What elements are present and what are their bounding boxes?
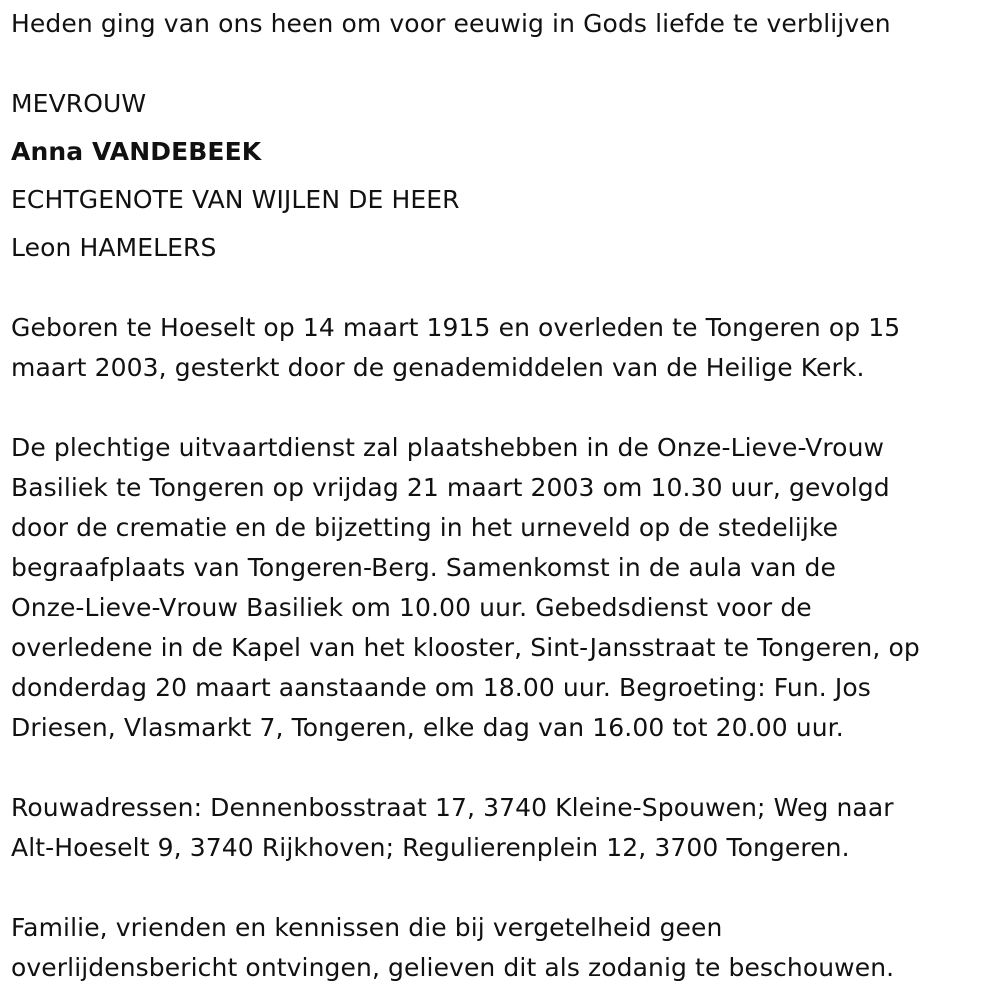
spouse-name: Leon HAMELERS xyxy=(11,233,217,262)
address-line: Alt-Hoeselt 9, 3740 Rijkhoven; Regulierenplein 12, 3700 Tongeren. xyxy=(11,833,850,862)
closing-line: overlijdensbericht ontvingen, gelieven dit als zodanig te beschouwen. xyxy=(11,953,895,982)
birth-death-line-2: maart 2003, gesterkt door de genademiddelen van de Heilige Kerk. xyxy=(11,353,865,382)
spacer xyxy=(11,748,990,788)
spacer xyxy=(11,388,990,428)
spacer xyxy=(11,268,990,308)
closing-line: Familie, vrienden en kennissen die bij vergetelheid geen xyxy=(11,913,723,942)
service-line: donderdag 20 maart aanstaande om 18.00 uur. Begroeting: Fun. Jos xyxy=(11,673,871,702)
spacer xyxy=(11,44,990,84)
spacer xyxy=(11,220,990,228)
service-line: De plechtige uitvaartdienst zal plaatshebben in de Onze-Lieve-Vrouw xyxy=(11,433,885,462)
spacer xyxy=(11,868,990,908)
service-line: begraafplaats van Tongeren-Berg. Samenkomst in de aula van de xyxy=(11,553,836,582)
service-line: Onze-Lieve-Vrouw Basiliek om 10.00 uur. Gebedsdienst voor de xyxy=(11,593,812,622)
relation-text: ECHTGENOTE VAN WIJLEN DE HEER xyxy=(11,185,460,214)
service-line: Basiliek te Tongeren op vrijdag 21 maart 2003 om 10.30 uur, gevolgd xyxy=(11,473,890,502)
deceased-name: Anna VANDEBEEK xyxy=(11,137,262,166)
service-line: overledene in de Kapel van het klooster, Sint-Jansstraat te Tongeren, op xyxy=(11,633,920,662)
address-paragraph xyxy=(11,788,990,868)
service-paragraph xyxy=(11,428,990,748)
closing-paragraph xyxy=(11,908,990,988)
service-line: door de crematie en de bijzetting in het urneveld op de stedelijke xyxy=(11,513,839,542)
intro-text: Heden ging van ons heen om voor eeuwig in Gods liefde te verblijven xyxy=(11,9,891,38)
spacer xyxy=(11,124,990,132)
address-line: Rouwadressen: Dennenbosstraat 17, 3740 Kleine-Spouwen; Weg naar xyxy=(11,793,894,822)
service-line: Driesen, Vlasmarkt 7, Tongeren, elke dag van 16.00 tot 20.00 uur. xyxy=(11,713,844,742)
birth-death-line-1: Geboren te Hoeselt op 14 maart 1915 en overleden te Tongeren op 15 xyxy=(11,313,901,342)
spacer xyxy=(11,172,990,180)
honorific-title: MEVROUW xyxy=(11,89,147,118)
